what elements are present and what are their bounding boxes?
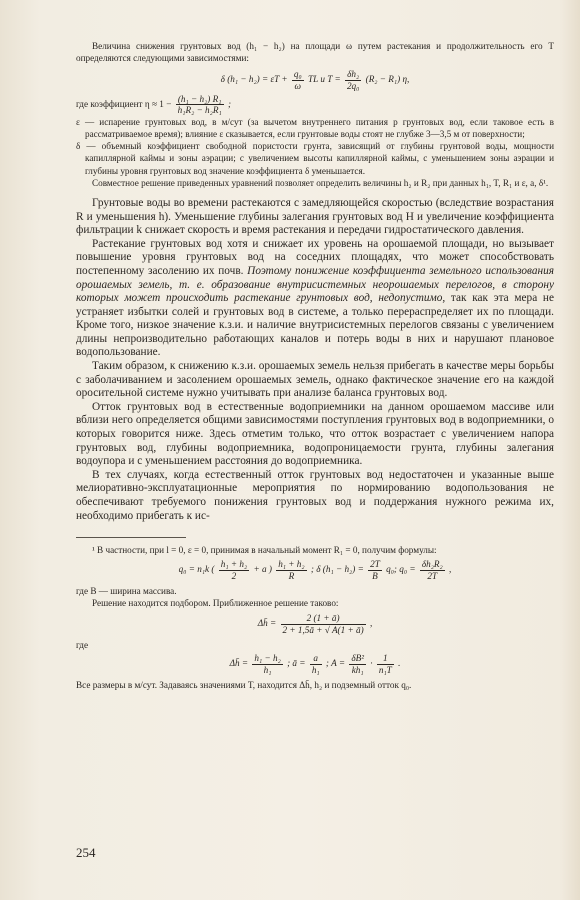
footnote-intro: ¹ В частности, при l = 0, ε = 0, принимая в начальный момент R₁ = 0, получим формулы: xyxy=(92,545,437,556)
definition-delta: δ — объемный коэффициент свободной пористости грунта, зависящий от глубины грунтовой воды, мощности капиллярной каймы и зоны аэрации; с увеличением высоты капиллярной каймы, с уменьшением зоны аэрации и глубины уровня грунтовых вод значение коэффициента δ уменьшается. xyxy=(76,141,554,176)
definition-epsilon: ε — испарение грунтовых вод, в м/сут (за вычетом внутреннего питания p грунтовых вод, если таковое есть в рассматриваемое время); влияние ε сказывается, если грунтовые воды стоят не глубже 3—3,5 м от поверхности; xyxy=(76,116,554,139)
fraction: $\frac{\text{h₁ + h₂}}{R}$ xyxy=(278,559,305,581)
paragraph-5: В тех случаях, когда естественный отток грунтовых вод недостаточен и указанные выше мелиоративно-эксплуатационные мероприятия по нормированию водопользования не обеспечивают требуемого понижения грунтовых вод и поддержания нужного режима их, необходимо прибегать к ис- xyxy=(76,468,554,522)
footnote-where: где xyxy=(76,640,89,651)
paragraph-2: Растекание грунтовых вод хотя и снижает их уровень на орошаемой площади, но вызывает повышение уровня грунтовых вод на соседних площадях, что может способствовать постепенному засолению их почв. Поэтому понижение коэффициента земельного использования орошаемых земель, т. е. образование внутрисистемных неорошаемых перелогов, в сторону которых может происходить растекание грунтовых вод, недопустимо, так как эта мера не устраняет избытки солей и грунтовых вод в системе, а только перераспределяет их по площади. Кроме того, низкое значение к.з.и. и наличие внутрисистемных перелогов связаны с увеличением длины непроизводительно работающих каналов и потерь воды в них и нарушают плановое водопользование. xyxy=(76,237,555,359)
main-formula: δ (h₁ − h₂) = εT + $\frac{\text{q₀}}{\omega}$ TL и T = $\frac{\text{δh₂}}{\text{2q₀}}$ (R₂ − R₁) η, xyxy=(220,69,410,91)
fraction: $\frac{\text{h₁ − h₂}}{\text{h₁}}$ xyxy=(254,653,281,675)
paragraph-4: Отток грунтовых вод в естественные водоприемники на данном орошаемом массиве или вблизи него определяется общими зависимостями поступления грунтовых вод в водоприемники, о которых говорится ниже. Здесь отметим только, что отток возрастает с увеличением напора грунтовых вод, глубины водоприемника, водопроницаемости грунта, глубины залегания водоупора и с уменьшением расстояния до водоприемника. xyxy=(76,400,554,468)
delta-h-formula: Δh̄ = $\frac{2 (1 + ā)}{2 + 1,5ā + √ A(1 + ā)}$ , xyxy=(257,612,373,635)
footnote-formula: q₀ = n₁k ( $\frac{\text{h₁ + h₂}}{2}$ + a ) $\frac{\text{h₁ + h₂}}{R}$ ; δ (h₁ − h₂) = $\frac{2T}{B}$ q₀; q₀ = $\frac{\text{δh₂R₂}}{2T}$ , xyxy=(178,559,452,581)
footnote-last-line: Все размеры в м/сут. Задаваясь значениями T, находится Δh̄, h₂ и подземный отток q₀. xyxy=(76,680,412,691)
footnote-rule xyxy=(76,537,186,538)
fraction: $\frac{2T}{B}$ xyxy=(370,559,380,581)
definitions-formula: Δh̄ = $\frac{\text{h₁ − h₂}}{\text{h₁}}$ ; ā = $\frac{a}{\text{h₁}}$ ; A = $\frac{\text{δB²}}{\text{kh₁}}$ · $\frac{1}{\text{n₁T}}$ . xyxy=(229,653,401,675)
paragraph-3: Таким образом, к снижению к.з.и. орошаемых земель нельзя прибегать в качестве меры борьбы с заболачиванием и засолением орошаемых земель, однако фактическое значение его на каждой оросительной системе нужно учитывать при анализе баланса грунтовых вод. xyxy=(76,360,554,400)
fraction: $\frac{1}{\text{n₁T}}$ xyxy=(378,653,392,675)
intro-text: Величина снижения грунтовых вод (h₁ − h₂) на площади ω путем растекания и продолжительность его T определяются следующими зависимостями: xyxy=(76,41,554,64)
footnote-solution-text: Решение находится подбором. Приближенное решение таково: xyxy=(92,597,339,608)
footnote-b-definition: где B — ширина массива. xyxy=(76,585,177,596)
fraction: $\frac{\text{δB²}}{\text{kh₁}}$ xyxy=(351,653,364,675)
fraction: $\frac{a}{\text{h₁}}$ xyxy=(311,653,320,675)
emphasis-text: Поэтому понижение коэффициента земельного использования орошаемых земель, т. е. образование внутрисистемных неорошаемых перелогов, в сторону которых может происходить растекание грунтовых вод, недопустимо, xyxy=(76,264,555,305)
fraction: $\frac{2 (1 + ā)}{2 + 1,5ā + √ A(1 + ā)}$ xyxy=(282,612,364,635)
joint-solution-text: Совместное решение приведенных уравнений позволяет определить величины h₂ и R₂ при данных h₁, T, R₁ и ε, a, δ¹. xyxy=(92,177,549,188)
fraction: $\frac{\text{δh₂}}{\text{2q₀}}$ xyxy=(346,69,360,91)
eta-formula: где коэффициент η ≈ 1 − $\frac{\text{(h₁ − h₂) R₁}}{\text{h₁R₂ − h₂R₁}}$ ; xyxy=(76,93,232,116)
fraction: $\frac{\text{q₀}}{\omega}$ xyxy=(293,69,302,91)
fraction: $\frac{\text{(h₁ − h₂) R₁}}{\text{h₁R₂ − h₂R₁}}$ xyxy=(177,93,222,116)
fraction: $\frac{\text{h₁ + h₂}}{2}$ xyxy=(220,559,248,581)
fraction: $\frac{\text{δh₂R₂}}{2T}$ xyxy=(421,559,443,581)
page-number: 254 xyxy=(76,845,96,860)
paragraph-1: Грунтовые воды во времени растекаются с замедляющейся скоростью (вследствие возрастания R и уменьшения h). Уменьшение глубины залегания грунтовых вод H и увеличение коэффициента фильтрации k снижает скорость и время растекания и передачи гидростатического давления. xyxy=(76,196,554,237)
